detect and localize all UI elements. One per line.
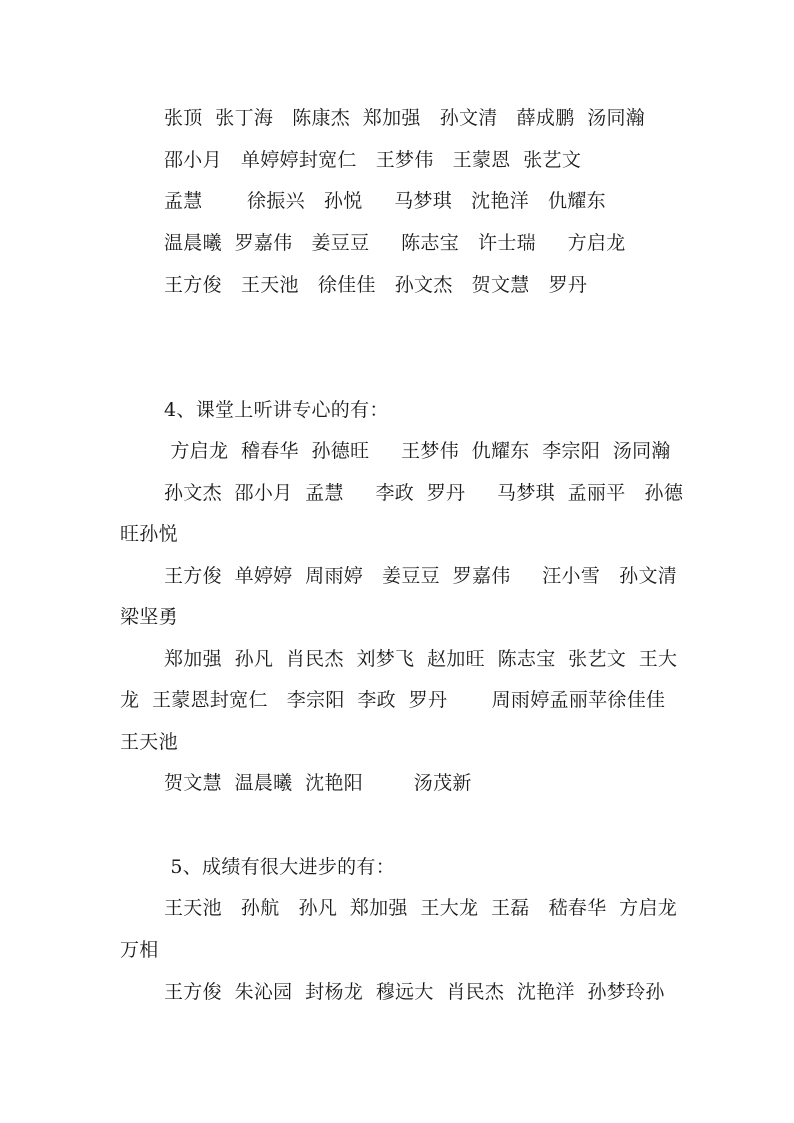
text-line: 万相 — [120, 939, 159, 961]
text-line: 王方俊 朱沁园 封杨龙 穆远大 肖民杰 沈艳洋 孙梦玲孙 — [164, 981, 665, 1003]
section-heading: 5、成绩有很大进步的有： — [164, 856, 396, 878]
text-line: 方启龙 稽春华 孙德旺 王梦伟 仇耀东 李宗阳 汤同瀚 — [164, 440, 671, 462]
text-line: 王方俊 单婷婷 周雨婷 姜豆豆 罗嘉伟 汪小雪 孙文清 — [164, 565, 678, 587]
text-line: 张顶 张丁海 陈康杰 郑加强 孙文清 薛成鹏 汤同瀚 — [164, 107, 646, 129]
text-line: 王天池 — [120, 731, 178, 753]
text-line: 王天池 孙航 孙凡 郑加强 王大龙 王磊 嵇春华 方启龙 — [164, 897, 678, 919]
text-line: 温晨曦 罗嘉伟 姜豆豆 陈志宝 许士瑞 方启龙 — [164, 232, 626, 254]
text-line: 邵小月 单婷婷封宽仁 王梦伟 王蒙恩 张艺文 — [164, 149, 582, 171]
text-line: 贺文慧 温晨曦 沈艳阳 汤茂新 — [164, 772, 472, 794]
text-line: 梁坚勇 — [120, 606, 178, 628]
text-line: 龙 王蒙恩封宽仁 李宗阳 李政 罗丹 周雨婷孟丽苹徐佳佳 — [120, 689, 666, 711]
section-heading: 4、课堂上听讲专心的有： — [164, 399, 389, 421]
text-line: 旺孙悦 — [120, 523, 178, 545]
text-line: 王方俊 王天池 徐佳佳 孙文杰 贺文慧 罗丹 — [164, 274, 588, 296]
text-line: 郑加强 孙凡 肖民杰 刘梦飞 赵加旺 陈志宝 张艺文 王大 — [164, 648, 678, 670]
text-line: 孙文杰 邵小月 孟慧 李政 罗丹 马梦琪 孟丽平 孙德 — [164, 482, 684, 504]
text-line: 孟慧 徐振兴 孙悦 马梦琪 沈艳洋 仇耀东 — [164, 190, 606, 212]
